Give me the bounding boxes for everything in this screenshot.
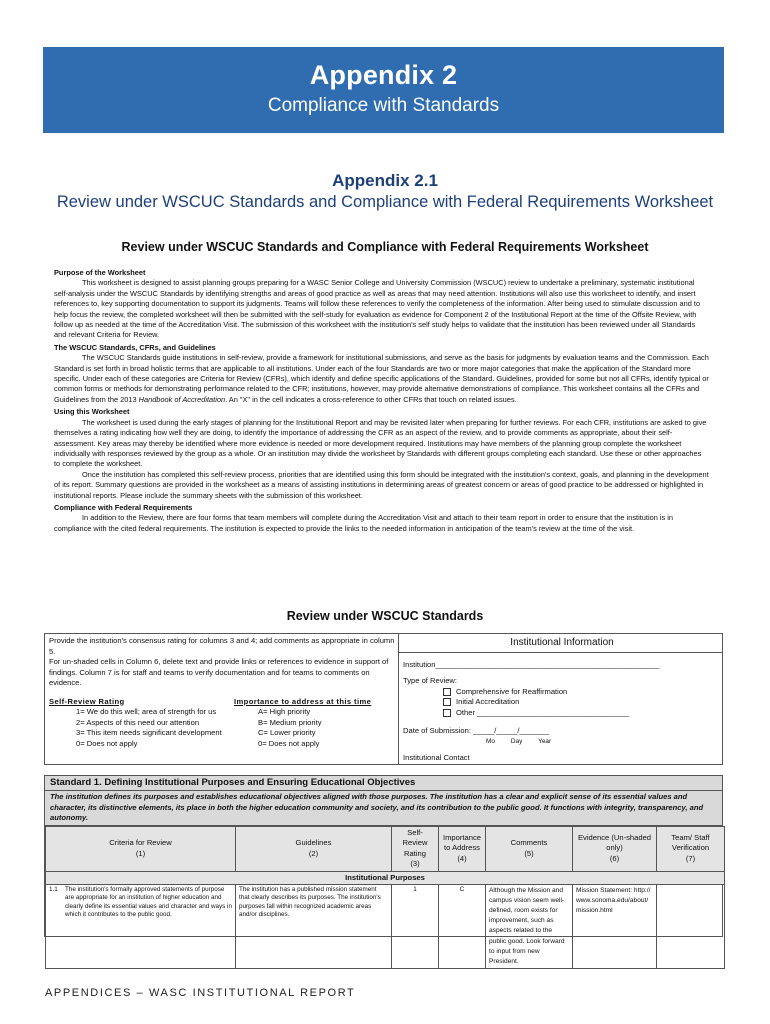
instructions-1: Provide the institution's consensus rating for columns 3 and 4; add comments as appropriate in column 5. xyxy=(49,636,395,656)
type-option-comprehensive[interactable]: Comprehensive for Reaffirmation xyxy=(403,687,721,698)
standard-1-description: The institution defines its purposes and establishes educational objectives aligned with those purposes. The institution has a clear and explicit sense of its essential values and character, its distinctive elements, its place in both the higher education community and society, and its contribution to the public good. It functions with integrity, transparency, and autonomy. xyxy=(45,791,722,826)
banner-title: Appendix 2 xyxy=(309,60,458,90)
column-header: Criteria for Review (1) xyxy=(46,826,236,871)
worksheet-intro xyxy=(54,266,709,534)
criteria-cell: 1.1 The institution's formally approved statements of purpose are appropriate for an institution of higher education and clearly define its essential values and character and ways in which it contributes to the public good. xyxy=(46,884,236,969)
purpose-text: This worksheet is designed to assist planning groups preparing for a WASC Senior College and University Commission (WSCUC) review to undertake a preliminary, systematic institutional self-analysis under the WSCUC Standards by identifying strengths and areas of good practice as well as areas that may need attention. Institutions will also use this worksheet to identify, and insert references to, key supporting documentation to support its judgments. Teams will follow these references to verify the completeness of the information. After being used to stimulate discussion and to help focus the review, the completed worksheet will then be submitted with the self-study for evaluation as evidence for Component 2 of the Institutional Report at the time of the Offsite Review, with follow up as needed at the time of the Accreditation Visit. The submission of this worksheet with the institution's self study helps to validate that the institution has been reviewed under all Standards and relevant Criteria for Review. xyxy=(54,278,701,340)
date-of-submission-field[interactable]: Date of Submission: _____/_____/_______ xyxy=(403,726,550,735)
importance-item: B= Medium priority xyxy=(258,717,322,727)
importance-heading: Importance to address at this time xyxy=(234,696,372,706)
instructions-2: For un-shaded cells in Column 6, delete text and provide links or references to evidence in support of findings. Column 7 is for staff and teams to verify documentation and for teams to comments on evidence. xyxy=(49,657,389,687)
standard-1-title: Standard 1. Defining Institutional Purposes and Ensuring Educational Objectives xyxy=(45,776,722,791)
column-header: Guidelines (2) xyxy=(236,826,392,871)
importance-item: A= High priority xyxy=(258,707,311,716)
importance-item: C= Lower priority xyxy=(258,728,316,737)
standards-text: The WSCUC Standards guide institutions in self-review, provide a framework for institutional submissions, and serve as the basis for judgments by evaluation teams and the Commission. Each Standard is set forth in broad holistic terms that are applicable to all institutions. Under each of the four Standards are two or more major categories that make the application of the Standard more specific. Under each of these categories are Criteria for Review (CFRs), which identify and define specific applications of the Standard. Guidelines, provided for some but not all CFRs, identify typical or common forms or methods for demonstrating performance related to the CFR; institutions, however, may provide alternative demonstrations of compliance. This worksheet contains all the CFRs and Guidelines from the 2013 Handbook of Accreditation. An "X" in the cell indicates a cross-reference to other CFRs that touch on related issues. xyxy=(54,353,709,404)
importance-scale xyxy=(234,697,399,750)
column-header: Importance to Address (4) xyxy=(439,826,486,871)
institution-field[interactable]: Institution_____________________________________________________ xyxy=(403,659,660,669)
column-header: Evidence (Un-shaded only) (6) xyxy=(573,826,657,871)
self-review-item: 3= This item needs significant development xyxy=(76,728,222,737)
verification-cell[interactable] xyxy=(657,884,725,969)
page-footer: APPENDICES – WASC INSTITUTIONAL REPORT xyxy=(45,987,356,999)
rating-cell[interactable]: 1 xyxy=(392,884,439,969)
compliance-heading: Compliance with Federal Requirements xyxy=(54,502,193,512)
institutional-info xyxy=(403,636,721,764)
checkbox-icon[interactable] xyxy=(443,709,451,717)
purpose-heading: Purpose of the Worksheet xyxy=(54,268,146,277)
column-header: Team/ Staff Verification (7) xyxy=(657,826,725,871)
checkbox-icon[interactable] xyxy=(443,688,451,696)
evidence-cell[interactable]: Mission Statement: http://www.sonoma.edu/about/mission.html xyxy=(573,884,657,969)
self-review-scale xyxy=(49,697,234,750)
guidelines-cell: The institution has a published mission statement that clearly describes its purposes. The institution's purposes fall within recognized academic areas and/or disciplines. xyxy=(236,884,392,969)
table-row xyxy=(46,884,725,969)
banner-subtitle: Compliance with Standards xyxy=(267,95,500,116)
self-review-item: 0= Does not apply xyxy=(76,738,138,748)
using-text-1: The worksheet is used during the early stages of planning for the Institutional Report and may be revisited later when preparing for further reviews. For each CFR, institutions are asked to give themselves a rating indicating how well they are doing, to identify the importance of addressing the CFR as an aspect of the review, and to provide comments as appropriate, about their self-assessment. Key areas may thereby be identified where more evidence is needed or more development required. Institutions may have members of the planning group complete the worksheet individually with responses reviewed by the group as a whole. Or an institution may divide the worksheet by Standards with different groups completing each standard. Use these or other approaches to complete the worksheet. xyxy=(54,417,707,469)
rating-scales xyxy=(49,697,399,750)
review-instructions xyxy=(49,636,399,749)
review-divider xyxy=(398,634,399,764)
institutional-purposes-subheading: Institutional Purposes xyxy=(46,871,725,884)
institutional-info-title: Institutional Information xyxy=(510,637,614,648)
appendix-title: Appendix 2.1 xyxy=(332,171,438,190)
title-banner xyxy=(43,47,724,133)
type-of-review-label: Type of Review: xyxy=(403,676,458,685)
column-header: Self-Review Rating (3) xyxy=(392,826,439,871)
review-info-box xyxy=(44,633,723,765)
using-heading: Using this Worksheet xyxy=(54,407,130,417)
importance-cell[interactable]: C xyxy=(439,884,486,969)
date-parts-caption: Mo Day Year xyxy=(486,737,552,745)
appendix-subtitle: Review under WSCUC Standards and Compliance with Federal Requirements Worksheet xyxy=(56,193,714,211)
standards-heading: The WSCUC Standards, CFRs, and Guidelines xyxy=(54,342,216,352)
type-option-other[interactable]: Other ____________________________________ xyxy=(403,708,721,719)
worksheet-heading: Review under WSCUC Standards and Compliance with Federal Requirements Worksheet xyxy=(121,240,649,254)
type-option-initial[interactable]: Initial Accreditation xyxy=(403,697,721,708)
comments-cell[interactable]: Although the Mission and campus vision seem well-defined, room exists for improvement, such as aspects related to the public good. Look forward to input from new President. xyxy=(486,884,573,969)
using-text-2: Once the institution has completed this self-review process, priorities that are identified using this form should be integrated with the institution's context, goals, and planning in the development of its report. Summary questions are provided in the worksheet as a means of assisting institutions in determining areas of greatest concern or areas of good practice to be addressed or highlighted in institutional reports. Please include the summary sheets with the submission of this worksheet. xyxy=(54,469,709,500)
review-heading: Review under WSCUC Standards xyxy=(286,609,484,623)
column-header: Comments (5) xyxy=(486,826,573,871)
subheading-row xyxy=(46,871,725,884)
self-review-item: 2= Aspects of this need our attention xyxy=(76,717,200,727)
standard-1-table xyxy=(44,775,723,965)
self-review-heading: Self-Review Rating xyxy=(49,696,125,706)
cfr-grid xyxy=(45,826,725,970)
compliance-text: In addition to the Review, there are four forms that team members will complete during the Accreditation Visit and attach to their team report in order to ensure that the institution is in compliance with the cited federal requirements. The institution is expected to provide the links to the needed information in anticipation of the team's review at the time of the visit. xyxy=(54,513,674,533)
column-headers xyxy=(46,826,725,871)
importance-item: 0= Does not apply xyxy=(258,738,320,748)
institutional-contact-label: Institutional Contact xyxy=(403,753,470,762)
checkbox-icon[interactable] xyxy=(443,698,451,706)
self-review-item: 1= We do this well; area of strength for us xyxy=(76,707,217,716)
